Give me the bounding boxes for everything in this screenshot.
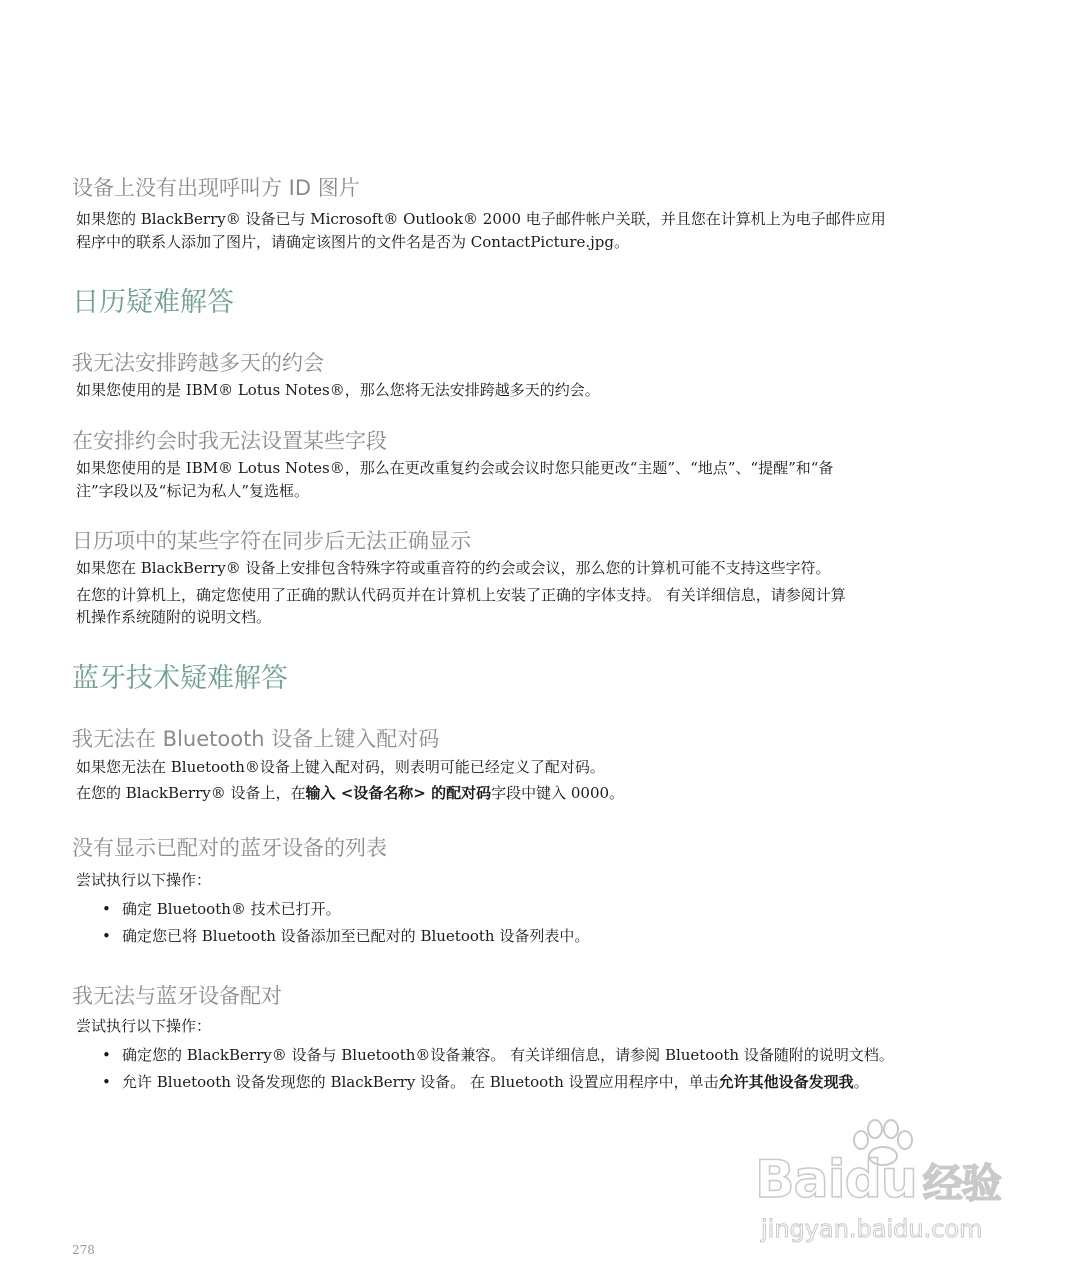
list-item [100, 1069, 894, 1096]
baidu-logo-jingyan: 经验 [922, 1161, 1001, 1207]
caller-id-body-line1: 如果您的 BlackBerry® 设备已与 Microsoft® Outlook® 2000 电子邮件帐户关联，并且您在计算机上为电子邮件应用 [76, 210, 886, 228]
bluetooth-topic3-bullet2-pre: 允许 Bluetooth 设备发现您的 BlackBerry 设备。 在 Bluetooth 设置应用程序中，单击 [122, 1073, 719, 1091]
calendar-topic3-heading: 日历项中的某些字符在同步后无法正确显示 [72, 529, 471, 553]
calendar-section-title: 日历疑难解答 [72, 287, 234, 318]
list-item: • 确定 Bluetooth® 技术已打开。 [100, 896, 589, 923]
bluetooth-topic2-heading: 没有显示已配对的蓝牙设备的列表 [72, 836, 387, 860]
baidu-logo-bai: Bai [755, 1150, 845, 1210]
bluetooth-topic3-bullet2-post: 。 [853, 1073, 869, 1091]
bluetooth-topic1-line1: 如果您无法在 Bluetooth®设备上键入配对码，则表明可能已经定义了配对码。 [76, 758, 605, 776]
bluetooth-topic3-heading: 我无法与蓝牙设备配对 [72, 984, 282, 1008]
calendar-topic1-line1: 如果您使用的是 IBM® Lotus Notes®，那么您将无法安排跨越多天的约会。 [76, 381, 600, 399]
calendar-topic3-line3: 机操作系统随附的说明文档。 [76, 608, 272, 626]
baidu-jingyan-watermark [755, 1118, 1005, 1248]
caller-id-heading: 设备上没有出现呼叫方 ID 图片 [72, 176, 360, 200]
watermark-url: jingyan.baidu.com [761, 1215, 983, 1243]
calendar-topic2-line1: 如果您使用的是 IBM® Lotus Notes®，那么在更改重复约会或会议时您只能更改“主题”、“地点”、“提醒”和“备 [76, 459, 834, 477]
list-item: • 确定您的 BlackBerry® 设备与 Bluetooth®设备兼容。 有关详细信息，请参阅 Bluetooth 设备随附的说明文档。 [100, 1042, 894, 1069]
bluetooth-topic1-line2-post: 字段中键入 0000。 [491, 784, 625, 802]
baidu-logo-text [755, 1150, 1001, 1210]
list-item: • 确定您已将 Bluetooth 设备添加至已配对的 Bluetooth 设备列表中。 [100, 923, 589, 950]
bluetooth-topic1-line2 [76, 782, 624, 805]
bluetooth-section-title: 蓝牙技术疑难解答 [72, 663, 288, 694]
caller-id-body-line2: 程序中的联系人添加了图片，请确定该图片的文件名是否为 ContactPicture.jpg。 [76, 233, 629, 251]
calendar-topic3-line1: 如果您在 BlackBerry® 设备上安排包含特殊字符或重音符的约会或会议，那么您的计算机可能不支持这些字符。 [76, 559, 831, 577]
bluetooth-topic2-list [100, 896, 589, 950]
calendar-topic3-line2: 在您的计算机上，确定您使用了正确的默认代码页并在计算机上安装了正确的字体支持。 有关详细信息，请参阅计算 [76, 586, 846, 604]
baidu-logo-du: du [844, 1150, 917, 1210]
calendar-topic1-heading: 我无法安排跨越多天的约会 [72, 351, 324, 375]
bluetooth-topic1-line2-pre: 在您的 BlackBerry® 设备上，在 [76, 784, 306, 802]
bluetooth-topic1-heading: 我无法在 Bluetooth 设备上键入配对码 [72, 727, 440, 751]
allow-discovery-option-name: 允许其他设备发现我 [718, 1073, 854, 1091]
pairing-code-field-name: 输入 <设备名称> 的配对码 [305, 784, 492, 802]
bluetooth-topic3-list [100, 1042, 894, 1096]
page-number: 278 [72, 1243, 95, 1257]
calendar-topic2-heading: 在安排约会时我无法设置某些字段 [72, 429, 387, 453]
calendar-topic2-line2: 注”字段以及“标记为私人”复选框。 [76, 482, 310, 500]
bluetooth-topic3-intro: 尝试执行以下操作： [76, 1017, 212, 1035]
bluetooth-topic2-intro: 尝试执行以下操作： [76, 871, 212, 889]
